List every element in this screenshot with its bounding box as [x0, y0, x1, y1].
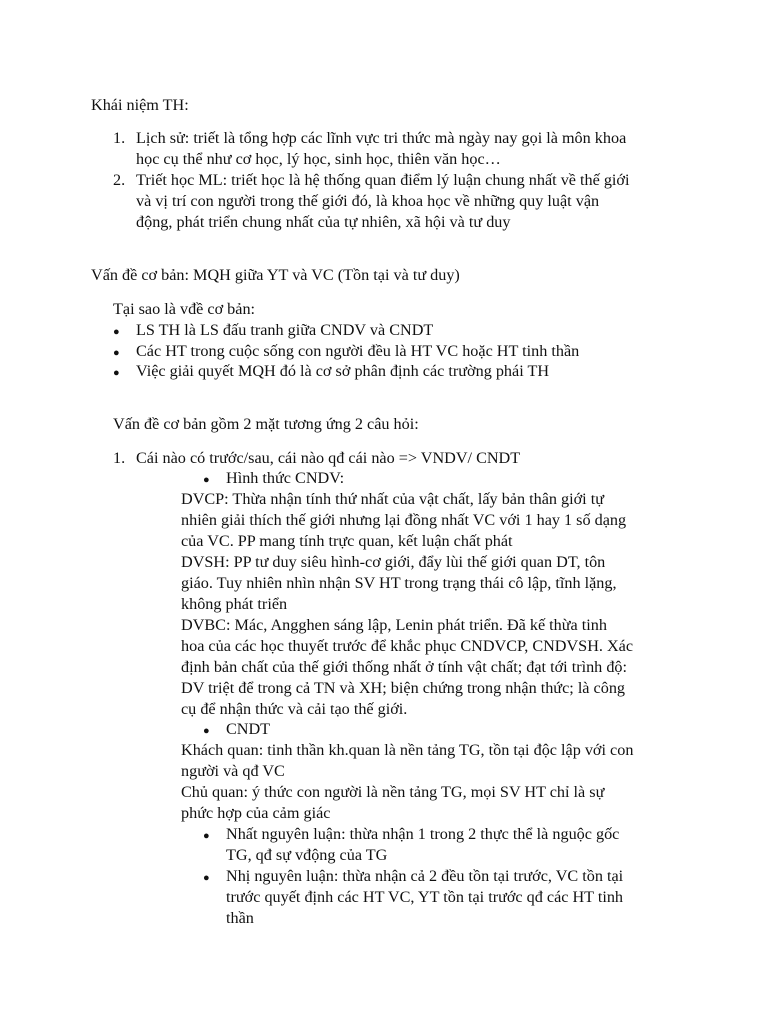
- list1-item-1-line-2: học cụ thể như cơ học, lý học, sinh học, thiên văn học…: [136, 150, 501, 168]
- heading-hai-mat: Vấn đề cơ bản gồm 2 mặt tương ứng 2 câu hỏi:: [113, 415, 419, 433]
- cndt-line-2: người và qđ VC: [181, 762, 285, 780]
- sub-bullet-1-line-2: TG, qđ sự vđộng của TG: [226, 846, 388, 864]
- bullet-icon: ●: [203, 830, 210, 842]
- cndv-line-5: giáo. Tuy nhiên nhìn nhận SV HT trong trạng thái cô lập, tĩnh lặng,: [181, 574, 617, 592]
- cndv-title: Hình thức CNDV:: [226, 469, 345, 487]
- sub-bullet-2-line-1: Nhị nguyên luận: thừa nhận cả 2 đều tồn tại trước, VC tồn tại: [226, 867, 624, 885]
- cndv-line-8: hoa của các học thuyết trước để khắc phục CNDVCP, CNDVSH. Xác: [181, 637, 634, 655]
- cndv-line-7: DVBC: Mác, Angghen sáng lập, Lenin phát triển. Đã kế thừa tinh: [181, 616, 607, 634]
- bullet-icon: ●: [113, 347, 120, 359]
- heading-van-de-co-ban: Vấn đề cơ bản: MQH giữa YT và VC (Tồn tại và tư duy): [91, 266, 460, 284]
- bullet-icon: ●: [113, 326, 120, 338]
- cndv-line-4: DVSH: PP tư duy siêu hình-cơ giới, đẩy lùi thế giới quan DT, tôn: [181, 553, 606, 571]
- cndv-line-6: không phát triển: [181, 595, 288, 613]
- list1-item-2-line-2: và vị trí con người trong thế giới đó, là khoa học về những quy luật vận: [136, 192, 600, 210]
- q1-text: Cái nào có trước/sau, cái nào qđ cái nào => VNDV/ CNDT: [136, 449, 521, 467]
- list1-item-2-line-3: động, phát triển chung nhất của tự nhiên, xã hội và tư duy: [136, 213, 511, 231]
- bullet-icon: ●: [203, 474, 210, 486]
- why-bullet-1: LS TH là LS đấu tranh giữa CNDV và CNDT: [136, 321, 434, 339]
- cndt-line-3: Chủ quan: ý thức con người là nền tảng TG, mọi SV HT chỉ là sự: [181, 783, 605, 801]
- heading-khai-niem: Khái niệm TH:: [91, 96, 189, 114]
- cndv-line-3: của VC. PP mang tính trực quan, kết luận chất phát: [181, 532, 513, 550]
- q1-number: 1.: [113, 449, 126, 467]
- bullet-icon: ●: [203, 872, 210, 884]
- cndt-title: CNDT: [226, 720, 271, 738]
- cndv-line-9: định bản chất của thế giới thống nhất ở tính vật chất; đạt tới trình độ:: [181, 658, 628, 676]
- sub-bullet-2-line-2: trước quyết định các HT VC, YT tồn tại trước qđ các HT tinh: [226, 888, 624, 906]
- bullet-icon: ●: [203, 725, 210, 737]
- sub-bullet-2-line-3: thần: [226, 909, 254, 927]
- cndt-line-4: phức hợp của cảm giác: [181, 804, 331, 822]
- list1-item-2-line-1: Triết học ML: triết học là hệ thống quan điểm lý luận chung nhất về thế giới: [136, 171, 630, 189]
- sub-bullet-1-line-1: Nhất nguyên luận: thừa nhận 1 trong 2 thực thể là nguộc gốc: [226, 825, 620, 843]
- list1-item-1-line-1: Lịch sử: triết là tổng hợp các lĩnh vực tri thức mà ngày nay gọi là môn khoa: [136, 129, 627, 147]
- why-title: Tại sao là vđề cơ bản:: [113, 300, 256, 318]
- cndv-line-10: DV triệt để trong cả TN và XH; biện chứng trong nhận thức; là công: [181, 679, 626, 697]
- cndv-line-2: nhiên giải thích thế giới nhưng lại đồng nhất VC với 1 hay 1 số dạng: [181, 511, 627, 529]
- bullet-icon: ●: [113, 367, 120, 379]
- cndt-line-1: Khách quan: tinh thần kh.quan là nền tảng TG, tồn tại độc lập với con: [181, 741, 634, 759]
- cndv-line-11: cụ để nhận thức và cải tạo thế giới.: [181, 700, 408, 718]
- why-bullet-2: Các HT trong cuộc sống con người đều là HT VC hoặc HT tinh thần: [136, 342, 580, 360]
- list1-number-2: 2.: [113, 171, 126, 189]
- cndv-line-1: DVCP: Thừa nhận tính thứ nhất của vật chất, lấy bản thân giới tự: [181, 490, 605, 508]
- why-bullet-3: Việc giải quyết MQH đó là cơ sở phân định các trường phái TH: [136, 362, 550, 380]
- list1-number-1: 1.: [113, 129, 126, 147]
